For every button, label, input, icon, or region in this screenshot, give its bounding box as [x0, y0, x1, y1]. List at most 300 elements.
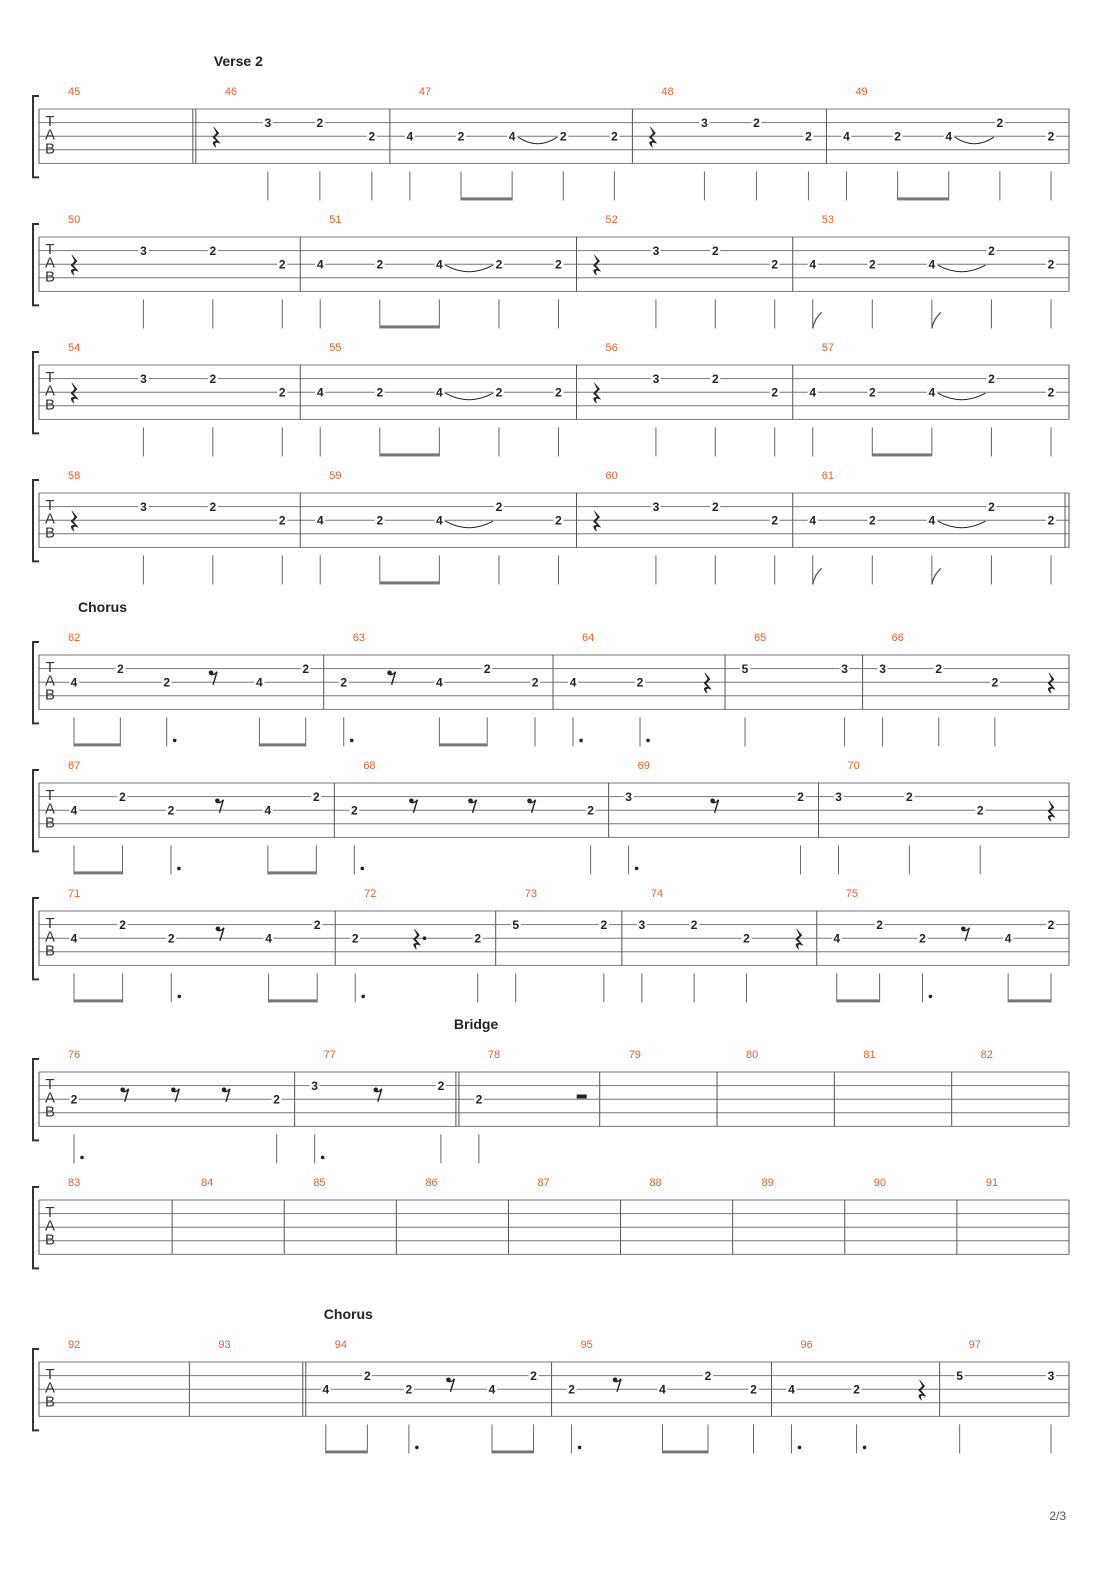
measure-number: 73: [524, 888, 537, 900]
tab-note: [599, 918, 609, 1003]
tab-note: [740, 662, 750, 747]
fret-number: 4: [508, 129, 516, 144]
beam: [268, 871, 316, 874]
measure: [650, 1177, 733, 1254]
measure-number: 51: [329, 214, 342, 226]
fret-number: 3: [140, 500, 147, 515]
tab-system: [33, 888, 1069, 1002]
tab-note: [658, 1382, 668, 1453]
tie: [445, 521, 493, 528]
fret-number: 4: [809, 385, 817, 400]
tab-note: [375, 257, 385, 328]
system-bracket: [33, 642, 39, 723]
fret-number: 2: [312, 790, 320, 805]
tab-note: [263, 116, 273, 201]
tab-note: [277, 257, 287, 328]
tab-note: [138, 372, 148, 457]
tab-note: [436, 1079, 446, 1164]
rest: [704, 673, 711, 693]
tab-system: [33, 470, 1069, 584]
rest: [594, 511, 601, 531]
tab-clef-letter: B: [44, 942, 56, 960]
fret-number: 2: [376, 513, 384, 528]
measure: [832, 888, 1069, 1002]
fret-number: 3: [652, 244, 660, 259]
tab-note: [986, 500, 996, 585]
rest: [594, 255, 601, 275]
fret-number: 3: [841, 662, 848, 677]
fret-number: 2: [805, 129, 812, 144]
tab-clef-letter: T: [45, 241, 55, 259]
measure: [68, 1049, 295, 1163]
tab-note: [277, 513, 287, 584]
fret-number: 3: [701, 116, 708, 131]
tab-note: [434, 513, 493, 584]
measure-number: 64: [582, 632, 595, 644]
measure: [68, 214, 300, 328]
dot: [646, 739, 650, 743]
fret-number: 2: [797, 790, 804, 805]
tie: [955, 137, 994, 144]
beam: [492, 1450, 534, 1453]
fret-number: 2: [853, 1382, 860, 1397]
measure-number: 53: [821, 214, 834, 226]
tab-note: [69, 1092, 84, 1163]
fret-number: 4: [1004, 931, 1012, 946]
tab-note: [841, 129, 851, 200]
fret-number: 2: [119, 918, 126, 933]
tab-note: [277, 385, 287, 456]
tab-clef-letter: A: [44, 1089, 56, 1107]
tab-note: [904, 790, 914, 875]
tab-note: [1046, 918, 1056, 1003]
system-bracket: [33, 1187, 39, 1268]
fret-number: 4: [436, 513, 443, 528]
tab-note: [867, 513, 877, 584]
fret-number: 3: [140, 372, 147, 387]
fret-number: 2: [919, 931, 926, 946]
quarter-rest: [704, 673, 711, 693]
measure: [68, 470, 300, 584]
fret-number: 2: [559, 129, 567, 144]
fret-number: 2: [991, 675, 999, 690]
measure-number: 81: [863, 1049, 876, 1061]
fret-number: 2: [868, 257, 876, 272]
tab-note: [867, 385, 877, 456]
tab-note: [741, 931, 751, 1002]
measure: [955, 1339, 1069, 1453]
fret-number: 4: [809, 513, 817, 528]
fret-number: 2: [996, 116, 1004, 131]
measure: [808, 470, 1069, 584]
dot: [350, 739, 354, 743]
quarter-rest: [594, 255, 601, 275]
tab-clef-letter: B: [44, 268, 56, 286]
tab-clef-letter: A: [44, 510, 56, 528]
fret-number: 2: [531, 675, 539, 690]
measure-number: 62: [68, 632, 81, 644]
dot: [929, 995, 933, 999]
tab-system: [33, 214, 1069, 328]
fret-number: 2: [611, 129, 618, 144]
tab-note: [808, 257, 822, 328]
tab-note: [162, 675, 177, 746]
tab-note: [315, 385, 325, 456]
fret-number: 2: [278, 513, 286, 528]
fret-number: 2: [750, 1382, 757, 1397]
tab-note: [118, 918, 128, 1003]
dot: [415, 1446, 419, 1450]
measure-number: 95: [580, 1339, 593, 1351]
tab-note: [554, 257, 564, 328]
measure: [624, 760, 819, 874]
system-bracket: [33, 898, 39, 979]
tab-note: [703, 1369, 713, 1454]
tie: [518, 137, 557, 144]
beam: [439, 743, 487, 746]
measure-number: 68: [363, 760, 376, 772]
beam: [259, 743, 305, 746]
tie: [445, 265, 493, 272]
measure-number: 77: [323, 1049, 336, 1061]
rest: [594, 383, 601, 403]
system-bracket: [33, 1059, 39, 1140]
tab-note: [927, 257, 986, 328]
measure: [68, 86, 196, 163]
measure: [349, 760, 608, 874]
tab-note: [69, 803, 79, 874]
fret-number: 2: [163, 675, 171, 690]
fret-number: 2: [771, 385, 779, 400]
tab-note: [507, 129, 557, 200]
fret-number: 4: [809, 257, 817, 272]
tab-note: [651, 500, 661, 585]
tab-note: [995, 116, 1005, 201]
tab-note: [310, 1079, 325, 1164]
fret-number: 2: [70, 1092, 78, 1107]
measure: [874, 1177, 957, 1254]
measure-number: 66: [891, 632, 904, 644]
page-number: 2/3: [1049, 1509, 1066, 1523]
measure-number: 49: [855, 86, 868, 98]
beam: [74, 743, 120, 746]
tab-note: [990, 675, 1000, 746]
dot: [863, 1446, 867, 1450]
tab-note: [482, 662, 492, 747]
measure-number: 59: [329, 470, 342, 482]
dot: [177, 867, 181, 871]
fret-number: 2: [475, 1092, 483, 1107]
tab-note: [264, 931, 274, 1002]
tab-note: [893, 129, 903, 200]
tab-note: [808, 513, 822, 584]
measure-number: 94: [334, 1339, 348, 1351]
fret-number: 2: [568, 1382, 575, 1397]
tab-note: [375, 385, 385, 456]
measure: [841, 86, 1069, 200]
flag: [813, 568, 822, 584]
section-label: Chorus: [78, 599, 127, 615]
tab-note: [69, 675, 79, 746]
measure: [68, 1177, 172, 1254]
quarter-rest: [594, 383, 601, 403]
measure: [863, 1049, 951, 1126]
fret-number: 2: [209, 500, 217, 515]
fret-number: 2: [350, 803, 358, 818]
tab-note: [568, 675, 583, 746]
fret-number: 2: [988, 244, 995, 259]
fret-number: 2: [278, 385, 286, 400]
measure: [762, 1177, 845, 1254]
tab-note: [1046, 513, 1056, 584]
measure: [201, 1177, 284, 1254]
measure: [786, 1339, 939, 1453]
quarter-rest: [213, 127, 220, 147]
tab-note: [986, 244, 996, 329]
rest: [1048, 801, 1055, 821]
measure: [310, 1049, 459, 1163]
rest: [71, 511, 78, 531]
tab-note: [166, 931, 181, 1002]
system-bracket: [33, 224, 39, 305]
beam: [898, 197, 949, 200]
measure-number: 57: [821, 342, 834, 354]
fret-number: 2: [555, 385, 562, 400]
measure: [321, 1339, 552, 1453]
tab-note: [301, 662, 311, 747]
tab-note: [770, 257, 780, 328]
fret-number: 2: [935, 662, 943, 677]
tab-clef-letter: T: [45, 1366, 55, 1384]
fret-number: 2: [868, 513, 876, 528]
fret-number: 2: [119, 790, 126, 805]
dot: [798, 1446, 802, 1450]
tab-note: [975, 803, 985, 874]
measure-number: 84: [201, 1177, 214, 1189]
measure: [474, 1049, 600, 1163]
beam: [74, 871, 122, 874]
rest: [71, 383, 78, 403]
measure: [568, 632, 725, 746]
tab-note: [117, 790, 127, 875]
fret-number: 3: [1047, 1369, 1055, 1384]
fret-number: 2: [530, 1369, 537, 1384]
system-bracket: [33, 770, 39, 851]
fret-number: 4: [436, 675, 443, 690]
fret-number: 2: [495, 500, 503, 515]
measure-number: 70: [847, 760, 860, 772]
measure-number: 86: [425, 1177, 438, 1189]
measure-number: 76: [68, 1049, 81, 1061]
tab-note: [635, 675, 650, 746]
fret-number: 2: [1047, 129, 1055, 144]
tab-note: [852, 1382, 867, 1453]
measure: [68, 632, 324, 746]
fret-number: 4: [70, 803, 78, 818]
measure-number: 90: [873, 1177, 887, 1189]
tab-note: [796, 790, 806, 875]
fret-number: 2: [437, 1079, 445, 1094]
measure: [425, 1177, 508, 1254]
measure-number: 48: [661, 86, 674, 98]
fret-number: 2: [376, 385, 384, 400]
rest: [71, 255, 78, 275]
fret-number: 2: [587, 803, 594, 818]
tab-note: [1046, 129, 1056, 200]
measure-number: 91: [985, 1177, 999, 1189]
fret-number: 2: [876, 918, 883, 933]
tab-note: [927, 385, 986, 456]
tab-note: [315, 257, 325, 328]
fret-number: 5: [956, 1369, 963, 1384]
measure: [339, 632, 553, 746]
dot: [579, 739, 583, 743]
tab-note: [927, 513, 986, 584]
tab-note: [986, 372, 996, 457]
tab-system: [33, 1177, 1069, 1268]
fret-number: 2: [711, 372, 719, 387]
fret-number: 4: [316, 513, 324, 528]
fret-number: 4: [265, 931, 272, 946]
measure-number: 55: [329, 342, 342, 354]
dot: [361, 867, 365, 871]
tie: [445, 393, 493, 400]
fret-number: 4: [928, 257, 936, 272]
tab-note: [263, 803, 273, 874]
measure: [637, 888, 817, 1002]
tab-clef-letter: B: [44, 1393, 56, 1411]
fret-number: 2: [600, 918, 608, 933]
fret-number: 2: [988, 372, 995, 387]
fret-number: 5: [512, 918, 520, 933]
measure-number: 79: [628, 1049, 641, 1061]
quarter-rest: [71, 255, 78, 275]
measure: [808, 342, 1069, 456]
measure: [313, 1177, 396, 1254]
tab-note: [349, 803, 364, 874]
system-bracket: [33, 480, 39, 561]
tab-note: [254, 675, 264, 746]
fret-number: 4: [833, 931, 841, 946]
fret-number: 2: [495, 385, 503, 400]
measure: [213, 86, 390, 200]
tab-note: [487, 1382, 497, 1453]
measure-number: 65: [754, 632, 767, 644]
measure-number: 69: [637, 760, 650, 772]
fret-number: 2: [209, 244, 217, 259]
tab-note: [69, 931, 79, 1002]
fret-number: 2: [351, 931, 359, 946]
measure-number: 88: [649, 1177, 662, 1189]
fret-number: 2: [376, 257, 384, 272]
fret-number: 2: [495, 257, 503, 272]
tab-clef-letter: T: [45, 369, 55, 387]
measure-number: 85: [313, 1177, 326, 1189]
fret-number: 2: [711, 500, 719, 515]
measure: [567, 1339, 772, 1453]
measure: [315, 470, 576, 584]
dot: [173, 739, 177, 743]
fret-number: 4: [436, 257, 443, 272]
tab-clef-letter: A: [44, 254, 56, 272]
tab-clef-letter: B: [44, 396, 56, 414]
fret-number: 2: [868, 385, 876, 400]
fret-number: 2: [976, 803, 984, 818]
measure: [981, 1049, 1069, 1126]
rest: [413, 929, 426, 949]
tab-clef-letter: A: [44, 126, 56, 144]
beam: [380, 581, 440, 584]
rest: [577, 1094, 587, 1098]
quarter-rest: [1048, 673, 1055, 693]
measure: [878, 632, 1069, 746]
dot: [578, 1446, 582, 1450]
measure-number: 74: [650, 888, 664, 900]
fret-number: 4: [264, 803, 272, 818]
tab-note: [350, 931, 365, 1002]
fret-number: 4: [70, 931, 78, 946]
tab-note: [456, 129, 466, 200]
measure: [350, 888, 496, 1002]
dot: [177, 995, 181, 999]
fret-number: 5: [741, 662, 749, 677]
tab-note: [529, 1369, 539, 1454]
fret-number: 2: [1047, 257, 1055, 272]
tab-note: [875, 918, 885, 1003]
beam: [380, 453, 440, 456]
tab-clef-letter: T: [45, 659, 55, 677]
quarter-rest: [594, 511, 601, 531]
tab-note: [558, 129, 568, 200]
tab-clef-letter: A: [44, 1217, 56, 1235]
section-label: Bridge: [453, 1016, 499, 1032]
tab-system: [33, 1049, 1069, 1163]
section-label: Verse 2: [213, 53, 263, 69]
tab-note: [567, 1382, 582, 1453]
system-bracket: [33, 96, 39, 177]
tab-note: [637, 918, 647, 1003]
fret-number: 4: [406, 129, 414, 144]
fret-number: 3: [625, 790, 632, 805]
fret-number: 4: [788, 1382, 795, 1397]
fret-number: 4: [843, 129, 850, 144]
fret-number: 2: [167, 803, 175, 818]
measure: [68, 760, 334, 874]
fret-number: 3: [140, 244, 147, 259]
tab-clef-letter: A: [44, 382, 56, 400]
tab-clef-letter: T: [45, 915, 55, 933]
tab-note: [699, 116, 709, 201]
beam: [380, 325, 440, 328]
tab-clef-letter: B: [44, 686, 56, 704]
tab-note: [494, 257, 504, 328]
measure-number: 67: [68, 760, 81, 772]
tab-note: [689, 918, 699, 1003]
fret-number: 2: [313, 918, 321, 933]
tab-clef-letter: B: [44, 140, 56, 158]
measure-number: 83: [68, 1177, 81, 1189]
tab-note: [315, 116, 325, 201]
fret-number: 4: [256, 675, 263, 690]
measure: [537, 1177, 620, 1254]
measure: [405, 86, 633, 200]
tab-note: [474, 1092, 484, 1163]
measure: [594, 342, 793, 456]
tab-note: [272, 1092, 282, 1163]
tab-note: [315, 513, 325, 584]
tab-clef-letter: T: [45, 113, 55, 131]
measure: [834, 760, 1069, 874]
